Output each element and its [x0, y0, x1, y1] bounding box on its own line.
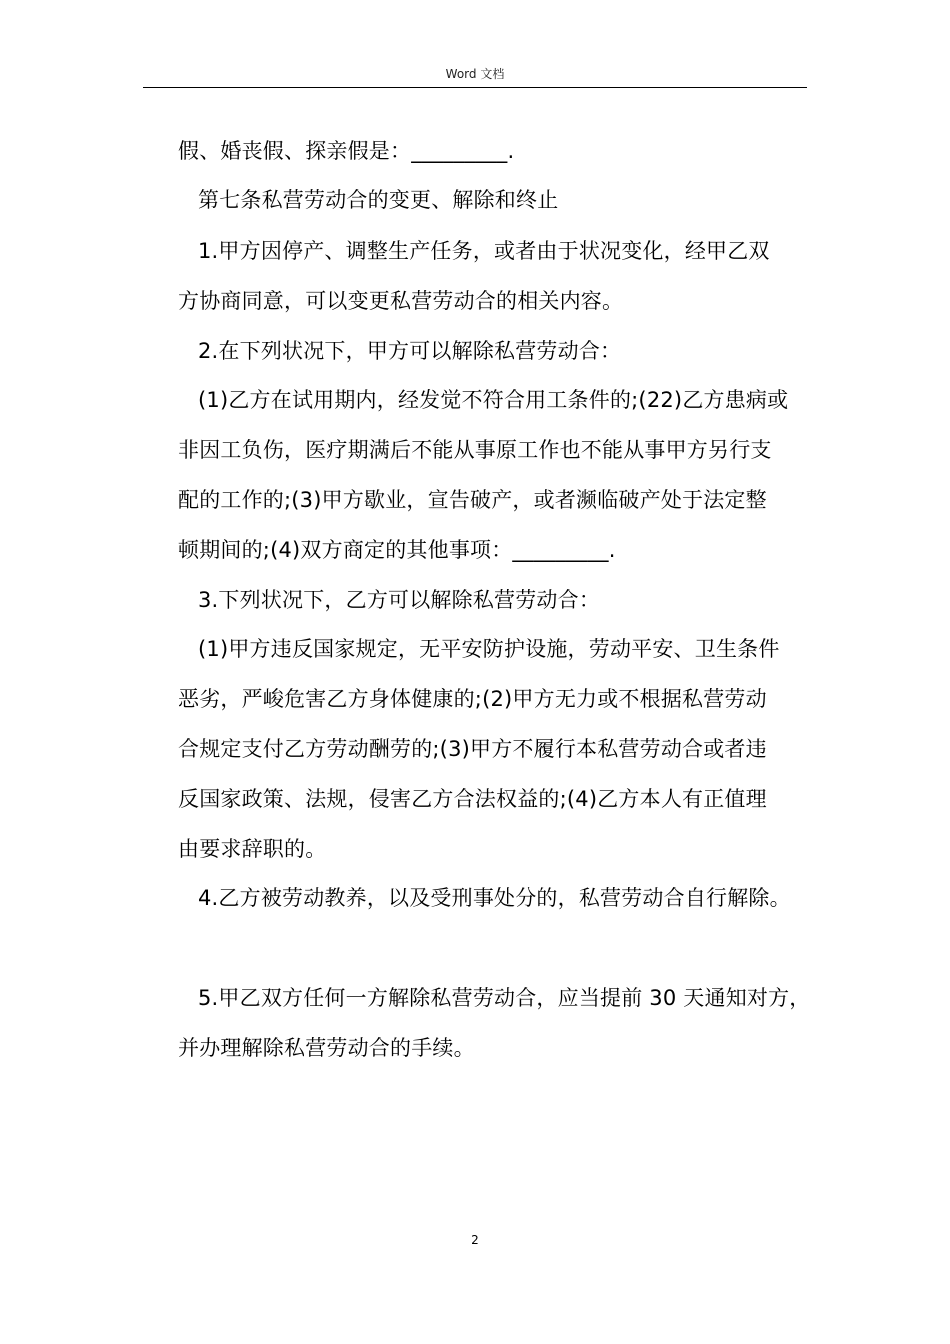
body-line: 方协商同意，可以变更私营劳动合的相关内容。	[178, 289, 624, 313]
body-line: 配的工作的;(3)甲方歇业，宣告破产，或者濒临破产处于法定整	[178, 488, 767, 512]
body-line: 顿期间的;(4)双方商定的其他事项：_________.	[178, 538, 616, 562]
body-line: 非因工负伤，医疗期满后不能从事原工作也不能从事甲方另行支	[178, 438, 772, 462]
section-heading: 第七条私营劳动合的变更、解除和终止	[198, 188, 559, 212]
header-divider	[143, 87, 807, 88]
body-line: (1)甲方违反国家规定，无平安防护设施，劳动平安、卫生条件	[198, 637, 780, 661]
body-line: 4.乙方被劳动教养，以及受刑事处分的，私营劳动合自行解除。	[198, 886, 791, 910]
body-line: 3.下列状况下，乙方可以解除私营劳动合：	[198, 588, 601, 612]
body-line: 1.甲方因停产、调整生产任务，或者由于状况变化，经甲乙双	[198, 239, 770, 263]
header-title: Word 文档	[445, 67, 505, 81]
page-number: 2	[471, 1233, 479, 1247]
body-line: 由要求辞职的。	[178, 837, 327, 861]
body-line: (1)乙方在试用期内，经发觉不符合用工条件的;(22)乙方患病或	[198, 388, 789, 412]
body-line: 2.在下列状况下，甲方可以解除私营劳动合：	[198, 339, 622, 363]
body-line: 5.甲乙双方任何一方解除私营劳动合，应当提前 30 天通知对方，	[198, 986, 811, 1010]
body-line: 假、婚丧假、探亲假是：_________.	[178, 139, 515, 163]
body-line: 并办理解除私营劳动合的手续。	[178, 1036, 475, 1060]
body-line: 反国家政策、法规，侵害乙方合法权益的;(4)乙方本人有正值理	[178, 787, 767, 811]
body-line: 合规定支付乙方劳动酬劳的;(3)甲方不履行本私营劳动合或者违	[178, 737, 767, 761]
body-line: 恶劣，严峻危害乙方身体健康的;(2)甲方无力或不根据私营劳动	[178, 687, 767, 711]
